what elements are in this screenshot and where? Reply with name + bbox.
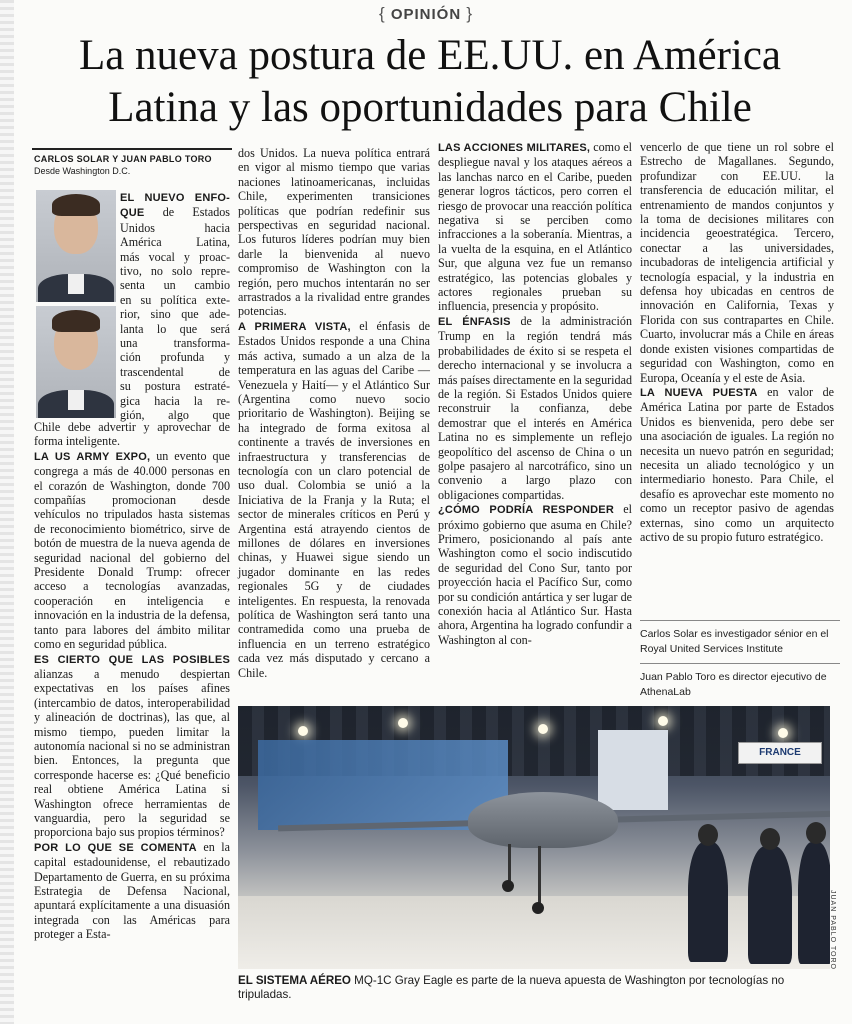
col1-wrap-text: gión, algo que: [120, 408, 230, 423]
col1-wrap-line: [120, 322, 230, 336]
col1-lead: EL NUEVO ENFO-: [120, 192, 230, 204]
col1-wrap-line: [120, 205, 230, 220]
col1-paragraph-4: [34, 840, 230, 942]
col1-wrap-text: senta un cambio: [120, 278, 230, 293]
col1-wrap-line: [120, 221, 230, 235]
headline-line-1: La nueva postura de EE.UU. en América: [78, 32, 782, 79]
photo-sign: FRANCE: [738, 742, 822, 764]
col1-wrap-line: [120, 278, 230, 292]
col3-p1-text: como el despliegue naval y los ataques aéreos a las lanchas narco en el Caribe, pueden generar logros tácticos, pero corren el riesgo de provocar una reacción política negativa si se perciben como infracciones a la soberanía. Mientras, a la vuelta de la esquina, en el Atlántico Sur, que alguna vez fue un remanso estratégico, las potencias globales y actores regionales prueban su influencia, presencia y propósito.: [438, 140, 632, 314]
col3-paragraph-2: [438, 314, 632, 502]
col1-wrap-line: [120, 379, 230, 393]
drone-photo: [238, 706, 830, 969]
col1-p3-lead: ES CIERTO QUE LAS POSIBLES: [34, 653, 230, 666]
col1-wrap-text: su postura estraté-: [120, 379, 230, 394]
col1-lead: QUE: [120, 207, 145, 220]
photo-caption: [238, 974, 838, 1002]
col1-paragraph-2: [34, 449, 230, 652]
headline-line-2: Latina y las oportunidades para Chile: [108, 84, 752, 131]
headline: [30, 30, 830, 134]
col2-paragraph-2: [238, 319, 430, 680]
col1-paragraph-3: [34, 652, 230, 840]
col1-wrap-line: [120, 293, 230, 307]
col2-p2-text: el énfasis de Estados Unidos responde a una China más activa, sumado a un alza de la temperatura en las aguas del Caribe —Venezuela y Haití— y el Atlántico Sur (Argentina como nuevo socio prioritario de Washington). Beijing se ha integrado de forma exitosa al continente a través de inversiones en infraestructura y transferencias de tecnología con un claro potencial de uso dual. Colombia se unió a la Iniciativa de la Franja y la Ruta; el sector de minerales críticos en Perú y Argentina está atrayendo cientos de millones de dólares en inversiones chinas, y Huawei sigue siendo un jugador dominante en las redes regionales 5G y de ciudades inteligentes. En respuesta, la renovada política de Washington será tanto una contramedida como una prueba de influencia en un terreno estratégico cada vez más disputado y cercano a Chile.: [238, 318, 430, 680]
col4-paragraph-2: [640, 385, 834, 544]
col1-wrap-text: de Estados: [144, 205, 230, 220]
col1-wrap-text: una transforma-: [120, 336, 230, 351]
credit-toro: Juan Pablo Toro es director ejecutivo de AthenaLab: [640, 671, 827, 698]
author-photo-toro: [36, 306, 116, 418]
byline-place: Desde Washington D.C.: [34, 166, 131, 176]
author-credits: [640, 614, 840, 700]
col3-p3-text: el próximo gobierno que asuma en Chile? Primero, posicionando al país ante Washington como el socio indiscutido de seguridad del Cono Sur, tanto por proyección hacia el Pacífico Sur, como por su condición antártica y ser lugar de conexión hacia al Atlántico Sur. Hasta ahora, Argentina ha logrado confundir a Washington al con-: [438, 502, 632, 647]
col1-wrap-text: ción profunda y: [120, 350, 230, 365]
col1-p4-text: en la capital estadounidense, el rebautizado Departamento de Guerra, en su próxima Estrategia de Defensa Nacional, apuntará explícitamente a una disuasión integrada con las Américas para proteger a Esta-: [34, 839, 230, 942]
col1-p2-text: un evento que congrega a más de 40.000 personas en el corazón de Washington, donde 700 compañías promocionan desde vehículos no tripulados hasta sistemas de reconocimiento biométrico, sirve de botón de muestra de la nueva agenda de seguridad nacional del gobierno del Presidente Donald Trump: ofrecer acceso a tecnologías avanzadas, cooperación en inteligencia e innovación en la industria de la defensa, tanto para labores del ámbito militar como en seguridad pública.: [34, 448, 230, 652]
section-brace-open: {: [378, 4, 386, 23]
byline-rule: [32, 148, 232, 150]
col1-wrap-text: rior, sino que ade-: [120, 307, 230, 322]
col1-wrap-text: Unidos hacia: [120, 220, 230, 235]
col1-wrap-line: [120, 365, 230, 379]
caption-lead: EL SISTEMA AÉREO: [238, 974, 351, 987]
col1-wrap-line: [120, 394, 230, 408]
col1-wrap-text: trascendental de: [120, 364, 230, 379]
col2-p2-lead: A PRIMERA VISTA,: [238, 320, 351, 333]
col1-wrap-text: América Latina,: [120, 235, 230, 250]
column-1-wrap: [120, 190, 230, 423]
column-4: [640, 140, 834, 544]
col3-paragraph-3: [438, 502, 632, 647]
column-2: [238, 146, 430, 680]
col1-p4-lead: POR LO QUE SE COMENTA: [34, 841, 197, 854]
col3-p3-lead: ¿CÓMO PODRÍA RESPONDER: [438, 504, 614, 517]
col4-paragraph-1: vencerlo de que tiene un rol sobre el Estrecho de Magallanes. Segundo, profundizar con EE.UU. la transferencia de educación militar, el entrenamiento de mandos conjuntos y la toma de decisiones militares con incidencia geoestratégica. Tercero, conectar a las universidades, incubadoras de inteligencia artificial y tecnología espacial, y la industria en defensa hoy ubicadas en centros de innovación en California, Texas y Florida con sus contrapartes en Chile. Cuarto, involucrar más a Chile en áreas donde existen visiones compartidas de seguridad con Washington, como en Europa, Oceanía y el este de Asia.: [640, 140, 834, 385]
section-title: OPINIÓN: [390, 6, 462, 23]
column-3: [438, 140, 632, 647]
author-photo-solar: [36, 190, 116, 302]
column-1: [34, 420, 230, 942]
col2-paragraph-1: dos Unidos. La nueva política entrará en vigor al mismo tiempo que varias naciones latinoamericanas, incluidas Chile, experimenten transiciones políticas que podrían redefinir sus perspectivas en seguridad nacional. Los futuros líderes podrían muy bien darle la bienvenida al nuevo compromiso de Washington con la región, pero muchos intentarán no ser arrastrados a la rivalidad entre grandes potencias.: [238, 146, 430, 319]
col1-wrap-line: [120, 350, 230, 364]
col1-p2-lead: LA US ARMY EXPO,: [34, 450, 151, 463]
section-brace-close: }: [466, 4, 474, 23]
col4-p2-text: en valor de América Latina por parte de Estados Unidos es bienvenida, pero debe ser una asociación de iguales. La región no necesita un nuevo patrón en seguridad; necesita un aliado tecnológico y un intermediario honesto. Para Chile, el desafío es aprovechar este momento no como un receptor pasivo de agendas externas, sino como un arquitecto activo de su propio futuro estratégico.: [640, 384, 835, 544]
col1-wrap-line: [120, 336, 230, 350]
col1-p3-text: alianzas a menudo despiertan expectativas en los países afines (intercambio de datos, interoperabilidad y alineación de doctrinas), las que, al mismo tiempo, pueden limitar la autonomía nacional si no se administran bien. Entonces, la pregunta que corresponde hacerse es: ¿Qué beneficio real obtiene América Latina si Washington ofrece herramientas de vanguardia, pero la seguridad se proporciona bajo sus propios términos?: [34, 666, 230, 840]
col3-p1-lead: LAS ACCIONES MILITARES,: [438, 142, 591, 154]
byline: [34, 153, 234, 177]
credit-solar: Carlos Solar es investigador sénior en el Royal United Services Institute: [640, 628, 829, 655]
col1-wrap-end: Chile debe advertir y aprovechar de forma inteligente.: [34, 420, 230, 449]
photo-credit: JUAN PABLO TORO: [829, 890, 836, 970]
col3-paragraph-1: [438, 140, 632, 314]
col1-wrap-line: [120, 235, 230, 249]
col3-p2-lead: EL ÉNFASIS: [438, 315, 511, 328]
col1-wrap-line: [120, 250, 230, 264]
col4-p2-lead: LA NUEVA PUESTA: [640, 386, 758, 399]
col1-wrap-text: tivo, no solo repre-: [120, 264, 230, 279]
byline-authors: CARLOS SOLAR Y JUAN PABLO TORO: [34, 154, 212, 164]
col1-wrap-text: más vocal y proac-: [120, 249, 230, 264]
col1-wrap-line: [120, 264, 230, 278]
col1-wrap-line: [120, 307, 230, 321]
col1-wrap-text: gica hacia la re-: [120, 393, 230, 408]
col1-wrap-text: en su política exte-: [120, 292, 230, 307]
section-label: [0, 4, 852, 24]
col1-wrap-line: [120, 190, 230, 205]
caption-text: MQ-1C Gray Eagle es parte de la nueva apuesta de Washington por tecnologías no tripuladas.: [238, 974, 785, 1001]
page-binding-edge: [0, 0, 14, 1024]
col1-wrap-text: lanta lo que será: [120, 321, 230, 336]
col3-p2-text: de la administración Trump en la región tendrá más probabilidades de éxito si se respeta el derecho internacional y se involucra a más países directamente en la seguridad de la región. Si Estados Unidos quiere reconstruir la confianza, debe demostrar que el interés en América Latina no es simplemente un reflejo geopolítico del ascenso de China o un golpe pasajero al narcotráfico, sino un convenio a largo plazo con obligaciones compartidas.: [438, 313, 632, 502]
